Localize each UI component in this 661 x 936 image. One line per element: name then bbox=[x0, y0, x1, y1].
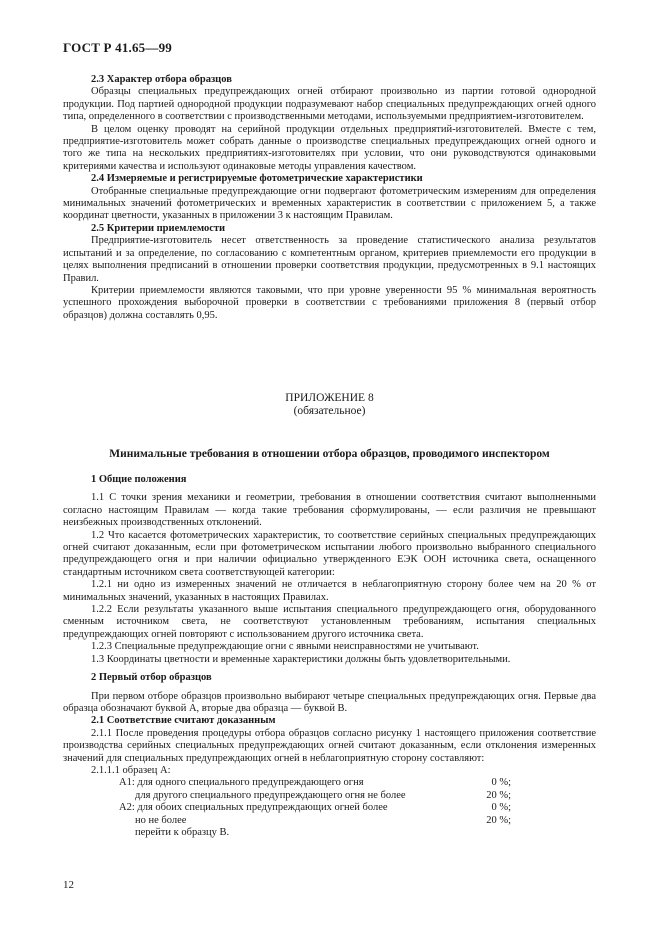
paragraph-2-3-a: Образцы специальных предупреждающих огней отбирают произвольно из партии готовой однородной продукции. Под партией однородной продукции подразумевают набор специальных предупреждающих огней одного типа, определенного в соответствии с производственными методами, используемыми предприятием-изготовителем. bbox=[63, 86, 596, 123]
paragraph-2-3-b: В целом оценку проводят на серийной продукции отдельных предприятий-изготовителей. Вместе с тем, предприятие-изготовитель может собрать данные о производстве специальных предупреждающих огней одного и того же типа на нескольких предприятиях-изготовителях при условии, что они руководствуются одинаковыми критериями качества и используют одинаковые методы управления качеством. bbox=[63, 123, 596, 172]
criteria-row bbox=[63, 815, 596, 827]
criteria-row bbox=[63, 777, 596, 789]
page-number: 12 bbox=[63, 879, 74, 891]
criteria-row bbox=[63, 802, 596, 814]
appendix-label: ПРИЛОЖЕНИЕ 8 bbox=[285, 392, 374, 404]
heading-2-5: 2.5 Критерии приемлемости bbox=[91, 222, 226, 234]
paragraph-2-5-a: Предприятие-изготовитель несет ответственность за проведение статистического анализа результатов испытаний и за определение, по согласованию с компетентным органом, критериев приемлемости его продукции в целях выполнения предписаний в отношении проверки соответствия продукции, предусмотренных в 9.1 настоящих Правил. bbox=[63, 235, 596, 284]
heading-2: 2 Первый отбор образцов bbox=[91, 672, 212, 684]
paragraph-2-5-b: Критерии приемлемости являются таковыми, что при уровне уверенности 95 % минимальная вероятность успешного прохождения выборочной проверки в соответствии с требованиями приложения 8 (первый отбор образцов) должна составлять 0,95. bbox=[63, 284, 596, 321]
appendix-title: Минимальные требования в отношении отбора образцов, проводимого инспектором bbox=[109, 448, 550, 460]
paragraph-2-1-1: 2.1.1 После проведения процедуры отбора образцов согласно рисунку 1 настоящего приложения соответствие производства серийных специальных предупреждающих огней считают доказанным, если отклонения измеренных значений для специальных предупреждающих огней в неблагоприятную сторону составляют: bbox=[63, 727, 596, 764]
criteria-value: 20 %; bbox=[486, 814, 511, 826]
criteria-value bbox=[451, 827, 511, 839]
paragraph-2-4: Отобранные специальные предупреждающие огни подвергают фотометрическим измерениям для определения минимальных значений фотометрических и временных характеристик в соответствии с приложением 5, а также координат цветности, указанных в приложении 3 к настоящим Правилам. bbox=[63, 185, 596, 222]
paragraph-1-2-3: 1.2.3 Специальные предупреждающие огни с явными неисправностями не учитывают. bbox=[91, 641, 479, 653]
heading-2-3: 2.3 Характер отбора образцов bbox=[91, 74, 232, 85]
criteria-label: перейти к образцу В. bbox=[135, 826, 230, 838]
criteria-label: А2: для обоих специальных предупреждающих огней более bbox=[119, 802, 388, 814]
paragraph-2-1-1-1: 2.1.1.1 образец А: bbox=[91, 764, 171, 776]
criteria-label: но не более bbox=[135, 814, 187, 826]
section-2-3-to-2-5 bbox=[63, 74, 596, 322]
paragraph-1-2-2: 1.2.2 Если результаты указанного выше испытания специального предупреждающего огня, оборудованного сменным источником света, не соответствуют установленным требованиям, испытания специальных предупреждающих огней повторяют с использованием другого источника света. bbox=[63, 604, 596, 640]
appendix-status: (обязательное) bbox=[293, 405, 366, 417]
appendix-heading bbox=[63, 392, 596, 418]
heading-2-1: 2.1 Соответствие считают доказанным bbox=[91, 715, 276, 727]
paragraph-1-1: 1.1 С точки зрения механики и геометрии, требования в отношении соответствия считают выполненными согласно настоящим Правилам — когда такие требования сформулированы, — если различия не превышают неизбежных производственных отклонений. bbox=[63, 492, 596, 529]
criteria-value: 20 %; bbox=[486, 789, 511, 801]
criteria-value: 0 %; bbox=[491, 802, 511, 814]
document-header: ГОСТ Р 41.65—99 bbox=[63, 40, 172, 55]
paragraph-1-2-1: 1.2.1 ни одно из измеренных значений не отличается в неблагоприятную сторону более чем на 20 % от минимальных значений, указанных в настоящих Правилах. bbox=[63, 579, 596, 603]
criteria-row bbox=[63, 827, 596, 839]
appendix-body bbox=[63, 474, 596, 839]
paragraph-1-3: 1.3 Координаты цветности и временные характеристики должны быть удовлетворительными. bbox=[91, 653, 511, 665]
criteria-label: для другого специального предупреждающего огня не более bbox=[135, 789, 406, 801]
paragraph-2: При первом отборе образцов произвольно выбирают четыре специальных предупреждающих огня. Первые два образца обозначают буквой А, вторые два образца — буквой В. bbox=[63, 690, 596, 714]
criteria-value: 0 %; bbox=[491, 777, 511, 789]
criteria-label: А1: для одного специального предупреждающего огня bbox=[119, 777, 364, 789]
heading-1: 1 Общие положения bbox=[91, 474, 187, 485]
criteria-row bbox=[63, 790, 596, 802]
paragraph-1-2: 1.2 Что касается фотометрических характеристик, то соответствие серийных специальных предупреждающих огней считают доказанным, если при фотометрическом испытании любого произвольно выбранного специального предупреждающего огня и при наличии официально утвержденного ЕЭК ООН источника света, оснащенного стандартным источником света соответствующей категории: bbox=[63, 529, 596, 578]
heading-2-4: 2.4 Измеряемые и регистрируемые фотометрические характеристики bbox=[91, 173, 423, 185]
